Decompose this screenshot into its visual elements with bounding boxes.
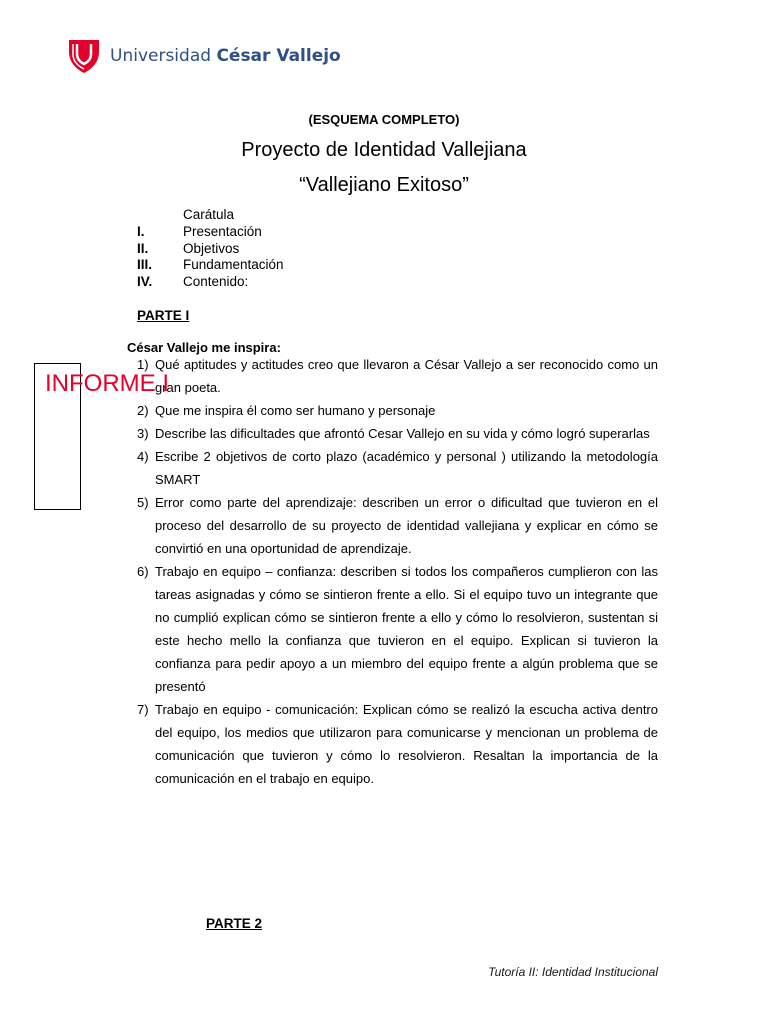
toc-item bbox=[137, 241, 284, 258]
toc-label: Fundamentación bbox=[183, 257, 284, 273]
item-text: Describe las dificultades que afrontó Cesar Vallejo en su vida y cómo logró superarlas bbox=[155, 426, 650, 441]
item-text: Trabajo en equipo – confianza: describen si todos los compañeros cumplieron con las tareas asignadas y cómo se sintieron frente a ello. Si el equipo tuvo un integrante que no cumplió explican cómo se sintieron frente a ello y cómo lo resolvieron, sustentan si este hecho mello la confianza que tuvieron en el equipo. Explican si tuvieron la confianza para pedir apoyo a un miembro del equipo frente a algún problema que se presentó bbox=[155, 564, 658, 694]
esquema-label: (ESQUEMA COMPLETO) bbox=[308, 112, 460, 127]
item-number: 7) bbox=[137, 702, 149, 717]
item-number: 3) bbox=[137, 426, 149, 441]
document-title: Proyecto de Identidad Vallejiana bbox=[241, 139, 527, 161]
list-item bbox=[137, 491, 658, 560]
list-item bbox=[137, 422, 658, 445]
item-number: 1) bbox=[137, 357, 149, 372]
item-text: Que me inspira él como ser humano y personaje bbox=[155, 403, 436, 418]
item-number: 4) bbox=[137, 449, 149, 464]
item-text: Trabajo en equipo - comunicación: Explican cómo se realizó la escucha activa dentro del equipo, los medios que utilizaron para comunicarse y mencionan un problema de comunicación que tuvieron y cómo lo resolvieron. Resaltan la importancia de la comunicación en el trabajo en equipo. bbox=[155, 702, 658, 786]
question-list bbox=[137, 353, 658, 790]
university-logo bbox=[68, 38, 341, 74]
list-item bbox=[137, 399, 658, 422]
list-item bbox=[137, 353, 658, 399]
informe-label: INFORME I bbox=[45, 370, 169, 397]
section-subheading: César Vallejo me inspira: bbox=[127, 340, 281, 355]
toc-label: Objetivos bbox=[183, 240, 240, 256]
toc-item bbox=[137, 274, 284, 291]
document-subtitle: “Vallejiano Exitoso” bbox=[299, 174, 469, 196]
list-item bbox=[137, 560, 658, 698]
table-of-contents bbox=[137, 224, 284, 291]
toc-item bbox=[137, 224, 284, 241]
toc-number: II. bbox=[137, 240, 149, 256]
toc-label: Presentación bbox=[183, 224, 262, 239]
toc-caratula: Carátula bbox=[183, 207, 235, 222]
item-text: Qué aptitudes y actitudes creo que llevaron a César Vallejo a ser reconocido como un gran poeta. bbox=[155, 357, 658, 395]
item-text: Escribe 2 objetivos de corto plazo (académico y personal ) utilizando la metodología SMART bbox=[155, 449, 658, 487]
parte-1-heading: PARTE I bbox=[137, 308, 190, 323]
item-number: 6) bbox=[137, 564, 149, 579]
toc-label: Contenido: bbox=[183, 274, 249, 290]
item-number: 5) bbox=[137, 495, 149, 510]
parte-2-heading: PARTE 2 bbox=[206, 916, 263, 931]
item-number: 2) bbox=[137, 403, 149, 418]
page-footer: Tutoría II: Identidad Institucional bbox=[488, 965, 658, 979]
item-text: Error como parte del aprendizaje: describen un error o dificultad que tuvieron en el proceso del desarrollo de su proyecto de identidad vallejiana y explicar en cómo se convirtió en una oportunidad de aprendizaje. bbox=[155, 495, 658, 556]
toc-item bbox=[137, 257, 284, 274]
university-shield-icon bbox=[68, 38, 100, 74]
university-name: Universidad César Vallejo bbox=[110, 46, 341, 66]
toc-number: IV. bbox=[137, 274, 153, 290]
list-item bbox=[137, 698, 658, 790]
toc-number: I. bbox=[137, 224, 145, 239]
toc-number: III. bbox=[137, 257, 153, 273]
list-item bbox=[137, 445, 658, 491]
